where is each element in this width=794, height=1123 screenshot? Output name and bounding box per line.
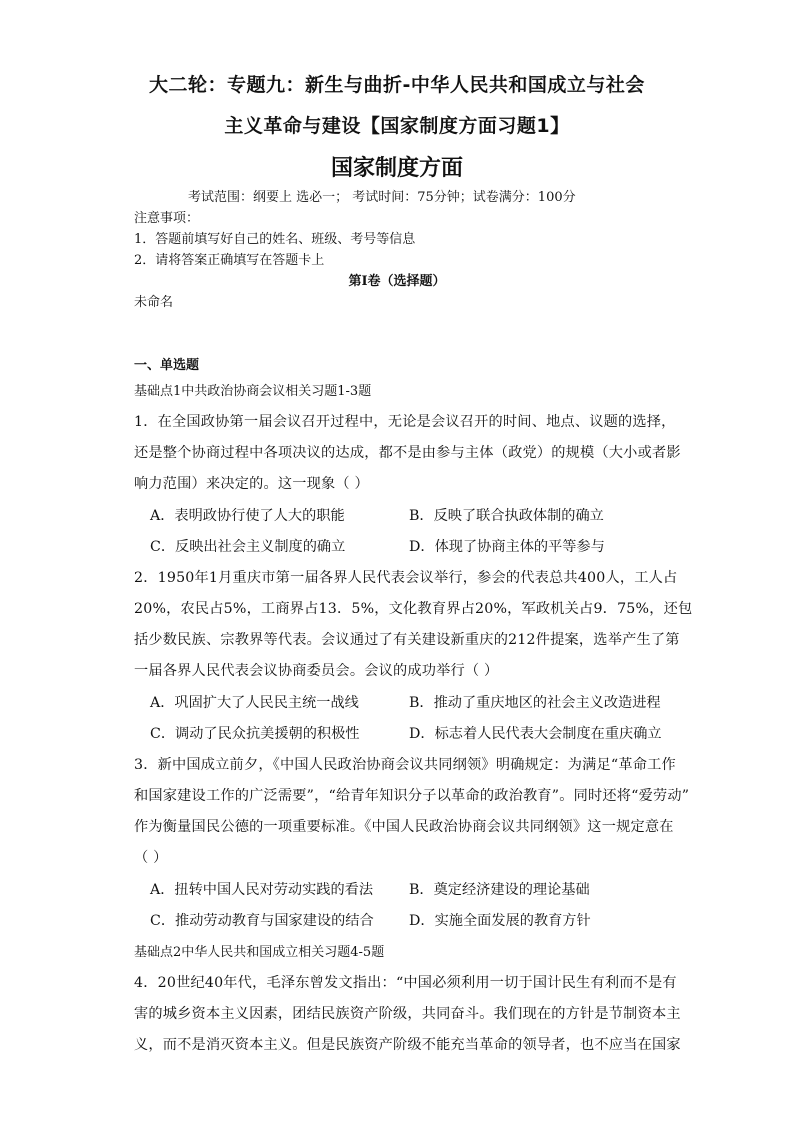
- question-3-line: 3．新中国成立前夕，《中国人民政治协商会议共同纲领》明确规定：为满足“革命工作: [134, 757, 676, 773]
- section-heading: 一、单选题: [134, 358, 200, 373]
- question-3-line: 和国家建设工作的广泛需要”，“给青年知识分子以革命的政治教育”。同时还将“爱劳动”: [134, 788, 690, 804]
- q2-option-c: C．调动了民众抗美援朝的积极性: [150, 726, 360, 742]
- base-point-2: 基础点2中华人民共和国成立相关习题4-5题: [134, 945, 385, 960]
- q1-option-b: B．反映了联合执政体制的确立: [409, 508, 604, 524]
- notes-heading: 注意事项：: [134, 211, 200, 226]
- q2-option-b: B．推动了重庆地区的社会主义改造进程: [409, 695, 661, 711]
- q3-option-d: D．实施全面发展的教育方针: [409, 913, 591, 929]
- question-4-line: 义，而不是消灭资本主义。但是民族资产阶级不能充当革命的领导者，也不应当在国家: [134, 1037, 681, 1053]
- unnamed-label: 未命名: [134, 295, 174, 310]
- question-2-line: 20%，农民占5%，工商界占13．5%，文化教育界占20%，军政机关占9．75%，还包: [134, 601, 693, 617]
- question-1-line: 1．在全国政协第一届会议召开过程中，无论是会议召开的时间、地点、议题的选择，: [134, 414, 676, 430]
- question-1-line: 还是整个协商过程中各项决议的达成，都不是由参与主体（政党）的规模（大小或者影: [134, 445, 681, 461]
- base-point-1: 基础点1中共政治协商会议相关习题1-3题: [134, 384, 372, 399]
- exam-info: 考试范围：纲要上 选必一； 考试时间：75分钟；试卷满分：100分: [188, 190, 576, 205]
- q3-option-c: C．推动劳动教育与国家建设的结合: [150, 913, 374, 929]
- title-line-2: 主义革命与建设【国家制度方面习题1】: [224, 115, 570, 137]
- q2-option-a: A．巩固扩大了人民民主统一战线: [150, 695, 359, 711]
- question-1-line: 响力范围）来决定的。这一现象（ ）: [134, 476, 369, 492]
- question-2-line: 2．1950年1月重庆市第一届各界人民代表会议举行，参会的代表总共400人，工人占: [134, 570, 678, 586]
- q3-option-b: B．奠定经济建设的理论基础: [409, 882, 590, 898]
- question-3-line: 作为衡量国民公德的一项重要标准。《中国人民政治协商会议共同纲领》这一规定意在: [134, 819, 674, 835]
- note-item: 1．答题前填写好自己的姓名、班级、考号等信息: [134, 232, 416, 247]
- q3-option-a: A．扭转中国人民对劳动实践的看法: [150, 882, 374, 898]
- volume-title: 第I卷（选择题）: [348, 274, 446, 289]
- title-line-1: 大二轮：专题九：新生与曲折-中华人民共和国成立与社会: [149, 74, 645, 96]
- q2-option-d: D．标志着人民代表大会制度在重庆确立: [409, 726, 662, 742]
- question-4-line: 4．20世纪40年代，毛泽东曾发文指出：“中国必须利用一切于国计民生有利而不是有: [134, 975, 677, 991]
- question-2-line: 括少数民族、宗教界等代表。会议通过了有关建设新重庆的212件提案，选举产生了第: [134, 632, 680, 648]
- q1-option-d: D．体现了协商主体的平等参与: [409, 539, 605, 555]
- question-2-line: 一届各界人民代表会议协商委员会。会议的成功举行（ ）: [134, 663, 499, 679]
- question-3-line: （ ）: [134, 850, 168, 866]
- subtitle: 国家制度方面: [330, 156, 463, 181]
- question-4-line: 害的城乡资本主义因素，团结民族资产阶级，共同奋斗。我们现在的方针是节制资本主: [134, 1006, 681, 1022]
- q1-option-a: A．表明政协行使了人大的职能: [150, 508, 345, 524]
- q1-option-c: C．反映出社会主义制度的确立: [150, 539, 346, 555]
- note-item: 2．请将答案正确填写在答题卡上: [134, 253, 325, 268]
